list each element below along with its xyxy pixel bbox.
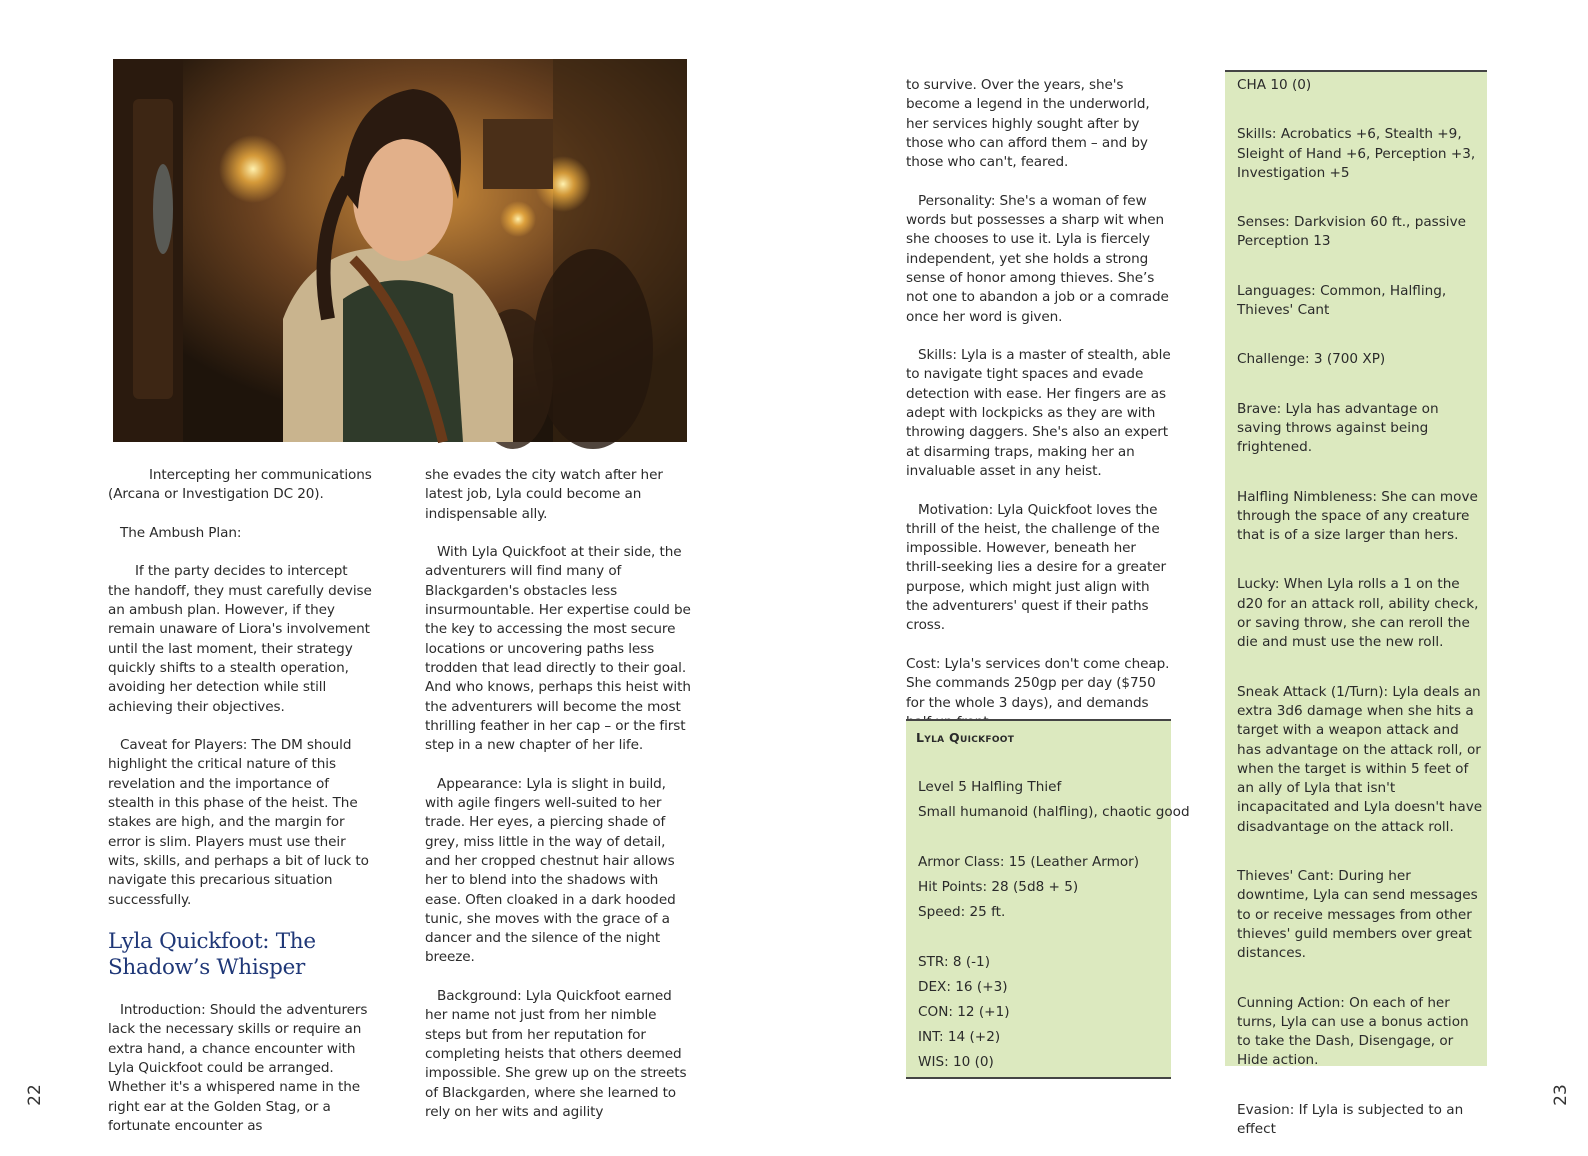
paragraph: Cost: Lyla's services don't come cheap. She commands 250gp per day ($750 for the whole 3 days), and demands bbox=[906, 655, 1170, 711]
page-number-right: 23 bbox=[1550, 1084, 1571, 1106]
stat-senses: Senses: Darkvision 60 ft., passive Perception 13 bbox=[1237, 214, 1466, 250]
stat-skills: Skills: Acrobatics +6, Stealth +9, Sleight of Hand +6, Perception +3, Investigation +5 bbox=[1237, 126, 1476, 181]
stat-wis: WIS: 10 (0) bbox=[918, 1054, 994, 1070]
trait-evasion: Evasion: If Lyla is subjected to an effect bbox=[1237, 1101, 1464, 1137]
paragraph: If the party decides to intercept the handoff, they must carefully devise an ambush plan. However, if they remain unaware of Liora's involvement until the last moment, their strategy quickly shifts to a stealth operation, avoiding her detection while still achieving their objectives. bbox=[108, 563, 372, 715]
stat-block-name: Lyla Quickfoot bbox=[916, 730, 1015, 745]
stat-level: Level 5 Halfling Thief bbox=[918, 779, 1062, 795]
paragraph: Skills: Lyla is a master of stealth, able to navigate tight spaces and evade detection with ease. Her fingers are as adept with lockpicks as they are with throwing daggers. She's also an expert at disarming traps, making her an invaluable asset in any heist. bbox=[906, 347, 1171, 479]
paragraph: With Lyla Quickfoot at their side, the adventurers will find many of Blackgarden's obstacles less insurmountable. Her expertise could be the key to accessing the most secure locations or uncovering paths less trodden that lead directly to their goal. And who knows, perhaps this heist with the adventurers will become the most thrilling feather in her cap – or the first step in a new chapter of her life. bbox=[425, 544, 691, 754]
paragraph: Personality: She's a woman of few words but possesses a sharp wit when she chooses to use it. Lyla is fiercely independent, yet she holds a strong sense of honor among thieves. She’s not one to abandon a job or a comrade once her word is given. bbox=[906, 192, 1169, 325]
stat-hit-points: Hit Points: 28 (5d8 + 5) bbox=[918, 879, 1079, 895]
page-number-left: 22 bbox=[24, 1084, 45, 1106]
paragraph: Intercepting her communications (Arcana or Investigation DC 20). bbox=[108, 467, 372, 503]
paragraph: Motivation: Lyla Quickfoot loves the thrill of the heist, the challenge of the impossible. However, beneath her thrill-seeking lies a desire for a greater purpose, which might just align with the adventurers' quest if their paths cross. bbox=[906, 501, 1166, 634]
stat-dex: DEX: 16 (+3) bbox=[918, 979, 1008, 995]
paragraph: Caveat for Players: The DM should highlight the critical nature of this revelation and the importance of stealth in this phase of the heist. The stakes are high, and the margin for error is slim. Players must use their wits, skills, and perhaps a bit of luck to navigate this precarious situation successfully. bbox=[108, 737, 369, 908]
character-illustration bbox=[113, 59, 687, 442]
trait-lucky: Lucky: When Lyla rolls a 1 on the d20 for an attack roll, ability check, or saving throw, she can reroll the die and must use the new roll. bbox=[1237, 576, 1479, 651]
stat-str: STR: 8 (-1) bbox=[918, 954, 990, 970]
paragraph: she evades the city watch after her latest job, Lyla could become an indispensable ally. bbox=[425, 467, 663, 522]
stat-con: CON: 12 (+1) bbox=[918, 1004, 1010, 1020]
paragraph: The Ambush Plan: bbox=[120, 524, 242, 541]
stat-challenge: Challenge: 3 (700 XP) bbox=[1237, 351, 1386, 368]
paragraph: Background: Lyla Quickfoot earned her name not just from her nimble steps but from her reputation for completing heists that others deemed impossible. She grew up on the streets of Blackgarden, where she learned to rely on her wits and agility bbox=[425, 988, 687, 1120]
stat-languages: Languages: Common, Halfling, Thieves' Cant bbox=[1237, 282, 1447, 319]
section-heading: Lyla Quickfoot: The Shadow’s Whisper bbox=[108, 929, 316, 981]
stat-block bbox=[906, 719, 1190, 1079]
trait-sneak-attack: Sneak Attack (1/Turn): Lyla deals an extra 3d6 damage when she hits a target with a weapon attack and has advantage on the attack roll, or when the target is within 5 feet of an ally of Lyla that isn't incapacitated and Lyla doesn't have disadvantage on the attack roll. bbox=[1237, 683, 1483, 835]
stat-cha: CHA 10 (0) bbox=[1237, 77, 1312, 93]
trait-thieves-cant: Thieves' Cant: During her downtime, Lyla can send messages to or receive messages from other thieves' guild members over great distances. bbox=[1237, 868, 1478, 962]
stat-block-continued bbox=[1225, 70, 1487, 1137]
trait-brave: Brave: Lyla has advantage on saving throws against being frightened. bbox=[1237, 400, 1439, 456]
left-page-column-2 bbox=[425, 466, 693, 1141]
left-page-column-1 bbox=[108, 466, 373, 1156]
stat-type: Small humanoid (halfling), chaotic good bbox=[918, 804, 1190, 820]
stat-int: INT: 14 (+2) bbox=[918, 1029, 1001, 1045]
paragraph: Introduction: Should the adventurers lack the necessary skills or require an extra hand, a chance encounter with Lyla Quickfoot could be arranged. Whether it's a whispered name in the right ear at the Golden Stag, or a fortunate encounter as bbox=[108, 1002, 368, 1134]
stat-speed: Speed: 25 ft. bbox=[918, 904, 1006, 920]
paragraph: Appearance: Lyla is slight in build, with agile fingers well-suited to her trade. Her eyes, a piercing shade of grey, miss little in the way of detail, and her cropped chestnut hair allows her to blend into the shadows with ease. Often cloaked in a dark hooded tunic, she moves with the grace of a dancer and the silence of the night breeze. bbox=[425, 775, 676, 966]
trait-halfling-nimbleness: Halfling Nimbleness: She can move through the space of any creature that is of a size larger than hers. bbox=[1237, 488, 1478, 544]
right-page-column-1 bbox=[906, 76, 1171, 751]
trait-cunning-action: Cunning Action: On each of her turns, Lyla can use a bonus action to take the Dash, Disengage, or Hide action. bbox=[1237, 994, 1469, 1069]
paragraph: to survive. Over the years, she's become a legend in the underworld, her services highly sought after by those who can afford them – and by those who can't, feared. bbox=[906, 77, 1150, 171]
stat-armor-class: Armor Class: 15 (Leather Armor) bbox=[918, 854, 1140, 870]
